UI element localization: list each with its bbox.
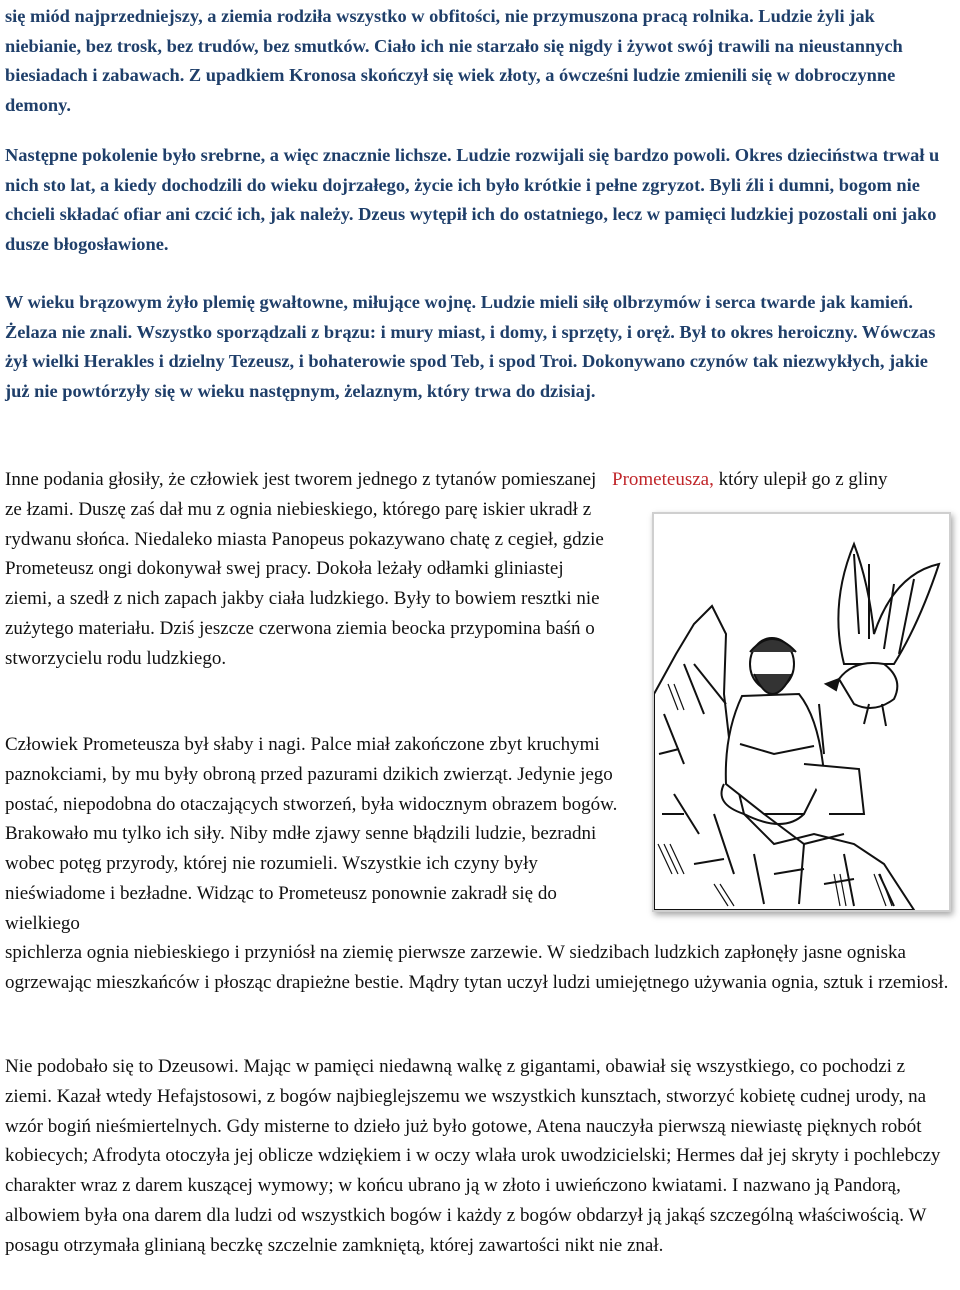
creation-paragraph [5, 465, 605, 674]
fire-paragraph-bottom: spichlerza ognia niebieskiego i przyniósł na ziemię pierwsze zarzewie. W siedzibach ludzkich zapłonęły jasne ogniska ogrzewając mieszkańców i płosząc drapieżne bestie. Mądry tytan uczył ludzi umiejętnego używania ognia, sztuk i rzemiosł. [5, 942, 949, 993]
creation-paragraph-start: Inne podania głosiły, że człowiek jest tworem jednego z tytanów [5, 469, 497, 490]
bronze-age-paragraph: W wieku brązowym żyło plemię gwałtowne, miłujące wojnę. Ludzie mieli siłę olbrzymów i serca twarde jak kamień. Żelaza nie znali. Wszystko sporządzali z brązu: i mury miast, i domy, i sprzęty, i oręż. Był to okres heroiczny. Wówczas żył wielki Herakles i dzielny Tezeusz, i bohaterowie spod Teb, i spod Troi. Dokonywano czynów tak niezwykłych, jakie już nie powtórzyły się w wieku następnym, żelaznym, który trwa do dzisiaj. [5, 292, 936, 401]
prometheus-chained-eagle-illustration-icon [654, 514, 949, 910]
figure-caption [612, 465, 957, 494]
pandora-paragraph: Nie podobało się to Dzeusowi. Mając w pamięci niedawną walkę z gigantami, obawiał się wszystkiego, co pochodzi z ziemi. Kazał wtedy Hefajstosowi, z bogów najbieglejszemu we wszystkich kunsztach, stworzyć kobietę cudnej urody, na wzór bogiń nieśmiertelnych. Gdy misterne to dzieło już było gotowe, Atena nauczyła pierwszą niewiastę pięknych robót kobiecych; Afrodyta otoczyła jej oblicze wdziękiem i w oczy wlała urok uwodzicielski; Hermes dał jej skryty i pochlebczy charakter wraz z darem kuszącej wymowy; w końcu ubrano ją w złoto i uwieńczono kwiatami. I nazwano ją Pandorą, albowiem była ona darem dla ludzi od wszystkich bogów i każdy z bogów obdarzył ją jakąś szczególną właściwością. W posagu otrzymała glinianą beczkę szczelnie zamkniętą, której zawartości nikt nie znał. [5, 1056, 941, 1256]
caption-rest: który ulepił go z gliny [713, 469, 888, 490]
prometheus-illustration [652, 512, 951, 912]
fire-paragraph-top: Człowiek Prometeusza był słaby i nagi. Palce miał zakończone zbyt kruchymi paznokciami, by mu były obroną przed pazurami dzikich zwierząt. Jedynie jego postać, niepodobna do otaczających stworzeń, była widocznym obrazem bogów. Brakowało mu tylko ich siły. Niby mdłe zjawy senne błądzili ludzie, bezradni wobec potęg przyrody, której nie rozumieli. Wszystkie ich czyny były nieświadome i bezładne. Widząc to Prometeusz ponownie zakradł się do wielkiego [5, 734, 618, 934]
golden-age-paragraph: się miód najprzedniejszy, a ziemia rodziła wszystko w obfitości, nie przymuszona pracą rolnika. Ludzie żyli jak niebianie, bez trosk, bez trudów, bez smutków. Ciało ich nie starzało się nigdy i żywot swój trawili na nieustannych biesiadach i zabawach. Z upadkiem Kronosa skończył się wiek złoty, a ówcześni ludzie zmienili się w dobroczynne demony. [5, 6, 903, 115]
creation-paragraph-rest: pomieszanej ze łzami. Duszę zaś dał mu z ognia niebieskiego, którego parę iskier ukradł z rydwanu słońca. Niedaleko miasta Panopeus pokazywano chatę z cegieł, gdzie Prometeusz ongi dokonywał swej pracy. Dokoła leżały odłamki gliniastej ziemi, a szedł z nich zapach jakby ciała ludzkiego. Były to bowiem resztki nie zużytego materiału. Dziś jeszcze czerwona ziemia beocka przypomina baśń o stworzycielu rodu ludzkiego. [5, 469, 604, 669]
silver-age-paragraph: Następne pokolenie było srebrne, a więc znacznie lichsze. Ludzie rozwijali się bardzo powoli. Okres dzieciństwa trwał u nich sto lat, a kiedy dochodzili do wieku dojrzałego, życie ich było krótkie i pełne zgryzot. Byli źli i dumni, bogom nie chcieli składać ofiar ani czcić ich, jak należy. Dzeus wytępił ich do ostatniego, lecz w pamięci ludzkiej pozostali oni jako dusze błogosławione. [5, 145, 940, 254]
prometheus-highlight: Prometeusza, [612, 469, 714, 490]
